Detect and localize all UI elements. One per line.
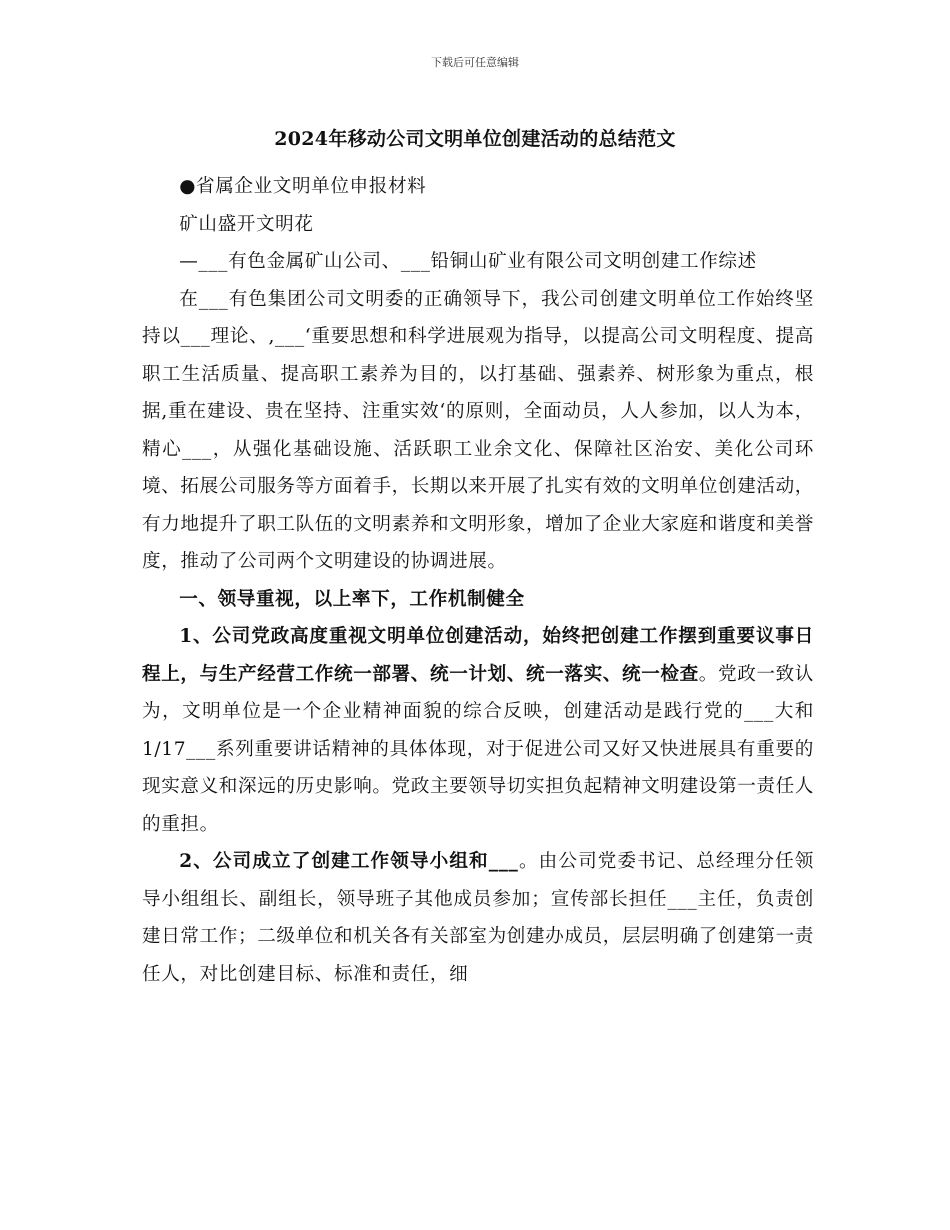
intro-paragraph: 在___有色集团公司文明委的正确领导下，我公司创建文明单位工作始终坚持以___理论、,___‘重要思想和科学进展观为指导，以提高公司文明程度、提高职工生活质量、提高职工素养为目的，以打基础、强素养、树形象为重点，根据,重在建设、贵在坚持、注重实效‘的原则，全面动员，人人参加，以人为本，精心___，从强化基础设施、活跃职工业余文化、保障社区治安、美化公司环境、拓展公司服务等方面着手，长期以来开展了扎实有效的文明单位创建活动，有力地提升了职工队伍的文明素养和文明形象，增加了企业大家庭和谐度和美誉度，推动了公司两个文明建设的协调进展。 — [142, 288, 814, 572]
item-2-bold-lead: 2、公司成立了创建工作领导小组和___ — [179, 851, 519, 872]
bullet-line: ●省属企业文明单位申报材料 — [179, 176, 427, 197]
document-body — [142, 168, 814, 993]
item-2-paragraph — [142, 843, 814, 993]
item-1-paragraph — [142, 618, 814, 843]
section-heading: 一、领导重视，以上率下，工作机制健全 — [179, 588, 525, 610]
byline: —___有色金属矿山公司、___铅铜山矿业有限公司文明创建工作综述 — [179, 251, 757, 272]
document-title: 2024年移动公司文明单位创建活动的总结范文 — [274, 128, 676, 150]
item-2-text: 。由公司党委书记、总经理分任领导小组组长、副组长，领导班子其他成员参加；宣传部长担任___主任，负责创建日常工作；二级单位和机关各有关部室为创建办成员，层层明确了创建第一责任人，对比创建目标、标准和责任，细 — [142, 851, 814, 985]
item-1-bold-lead: 1、公司党政高度重视文明单位创建活动，始终把创建工作摆到重要议事日程上，与生产经营工作统一部署、统一计划、统一落实、统一检查 — [142, 626, 814, 685]
subtitle-line: 矿山盛开文明花 — [179, 213, 314, 235]
page-header-note: 下载后可任意编辑 — [431, 56, 519, 69]
item-1-text: 。党政一致认为，文明单位是一个企业精神面貌的综合反映，创建活动是践行党的___大和1/17___系列重要讲话精神的具体体现，对于促进公司又好又快进展具有重要的现实意义和深远的历史影响。党政主要领导切实担负起精神文明建设第一责任人的重担。 — [142, 663, 814, 835]
